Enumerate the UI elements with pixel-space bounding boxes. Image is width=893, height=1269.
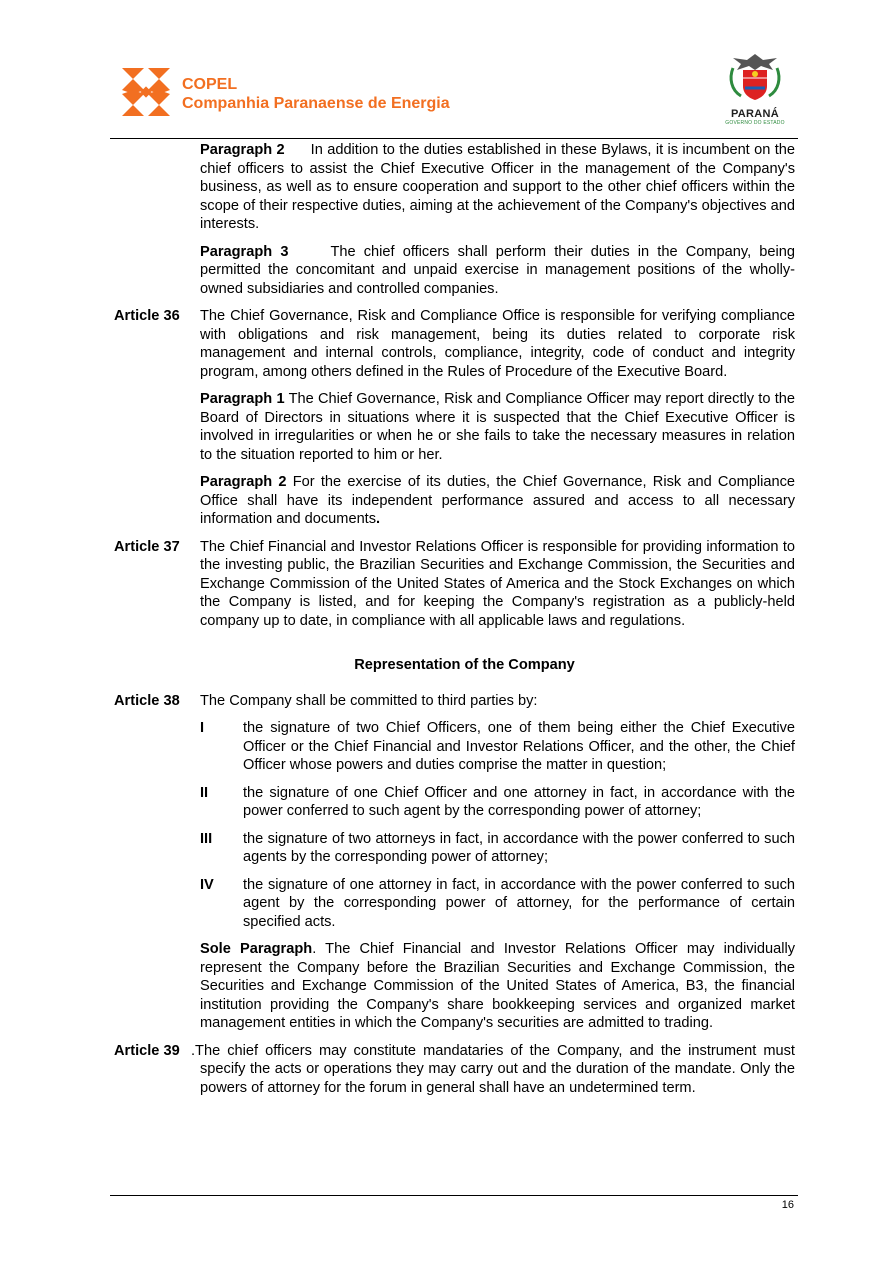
article-text: The Company shall be committed to third parties by: — [200, 692, 538, 709]
list-item — [114, 784, 795, 821]
article-38 — [114, 692, 795, 711]
page-header — [0, 0, 893, 140]
sole-paragraph — [114, 940, 795, 1033]
paragraph-3 — [114, 243, 795, 299]
list-item — [114, 719, 795, 775]
article-36-paragraph-1 — [114, 390, 795, 464]
parana-emblem — [720, 52, 790, 126]
article-37 — [114, 538, 795, 631]
paragraph-text: The chief officers shall perform their duties in the Company, being permitted the concomitant and unpaid exercise in management positions of the wholly-owned subsidiaries and controlled companies. — [200, 243, 796, 297]
state-name: PARANÁ — [730, 108, 780, 120]
paragraph-label: Sole Paragraph — [200, 941, 313, 957]
article-text: The Chief Financial and Investor Relations Officer is responsible for providing information to the investing public, the Brazilian Securities and Exchange Commission, the Securities and Exchange Commission of the United States of America and the Stock Exchanges on which the Company is listed, and for keeping the Company's registration as a publicly-held company up to date, in compliance with all applicable laws and regulations. — [200, 538, 795, 629]
paragraph-label: Paragraph 1 — [200, 391, 285, 407]
paragraph-label: Paragraph 2 — [200, 142, 285, 158]
paragraph-text: The Chief Governance, Risk and Compliance Officer may report directly to the Board of Directors in situations where it is suspected that the Chief Executive Officer is involved in irregularities or when he or she fails to take the necessary measures in relation to the situation reported to him or her. — [200, 391, 796, 463]
article-label: Article 38 — [114, 692, 180, 709]
list-item-number: I — [200, 720, 205, 736]
list-item-number: III — [200, 830, 213, 847]
article-text: The Chief Governance, Risk and Compliance Office is responsible for verifying compliance with obligations and risk management, being its duties related to corporate risk management and internal controls, compliance, integrity, code of conduct and integrity program, among others defined in the Rules of Procedure of the Executive Board. — [200, 308, 795, 380]
footer-divider — [110, 1195, 798, 1196]
company-name-block — [182, 76, 450, 113]
paragraph-text: For the exercise of its duties, the Chief Governance, Risk and Compliance Office shall have its independent performance assured and access to all necessary information and documents — [200, 474, 795, 527]
article-label: Article 39 — [114, 1042, 180, 1059]
paragraph-label: Paragraph 3 — [200, 243, 289, 260]
list-item-text: the signature of two Chief Officers, one of them being either the Chief Executive Officer or the Chief Financial and Investor Relations Officer, and the other, the Chief Officer whose powers and duties comprise the matter in question; — [243, 720, 795, 773]
parana-coat-of-arms-icon — [727, 52, 783, 102]
article-36 — [114, 307, 795, 381]
article-label: Article 36 — [114, 308, 180, 324]
list-item-number: II — [200, 784, 209, 801]
list-item — [114, 830, 795, 867]
paragraph-end: . — [376, 511, 381, 527]
section-heading: Representation of the Company — [354, 657, 575, 673]
header-divider — [110, 138, 798, 139]
article-39 — [114, 1042, 795, 1098]
list-item-text: the signature of two attorneys in fact, in accordance with the power conferred to such agents by the corresponding power of attorney; — [243, 830, 795, 865]
state-subtitle: GOVERNO DO ESTADO — [725, 120, 785, 126]
list-item-text: the signature of one Chief Officer and one attorney in fact, in accordance with the power conferred to such agent by the corresponding power of attorney; — [243, 784, 795, 819]
list-item-text: the signature of one attorney in fact, in accordance with the power conferred to such agent by the corresponding power of attorney, for the performance of certain specified acts. — [243, 876, 795, 930]
paragraph-text: In addition to the duties established in these Bylaws, it is incumbent on the chief officers to assist the Chief Executive Officer in the management of the Company's business, as well as to ensure cooperation and support to the other chief officers within the scope of their respective duties, aiming at the achievement of the Company's objectives and interests. — [200, 142, 795, 232]
page-number: 16 — [781, 1199, 794, 1211]
article-36-paragraph-2 — [114, 473, 795, 529]
list-item-number: IV — [200, 876, 214, 893]
copel-logo-icon — [120, 66, 172, 118]
list-item — [114, 876, 795, 932]
article-text: .The chief officers may constitute mandataries of the Company, and the instrument must specify the acts or operations they may carry out and the duration of the mandate. Only the powers of attorney for the forum in general shall have an undetermined term. — [191, 1042, 795, 1096]
paragraph-text: . The Chief Financial and Investor Relations Officer may individually represent the Company before the Brazilian Securities and Exchange Commission, the Securities and Exchange Commission of the United States of America, B3, the financial institution providing the Company's share bookkeeping services and organized market management entities in which the Company's securities are admitted to trading. — [200, 941, 795, 1031]
article-label: Article 37 — [114, 538, 180, 555]
paragraph-label: Paragraph 2 — [200, 474, 287, 490]
company-full-name: Companhia Paranaense de Energia — [182, 95, 450, 112]
paragraph-2 — [114, 141, 795, 234]
document-body — [114, 141, 795, 1106]
company-short-name: COPEL — [182, 76, 238, 93]
